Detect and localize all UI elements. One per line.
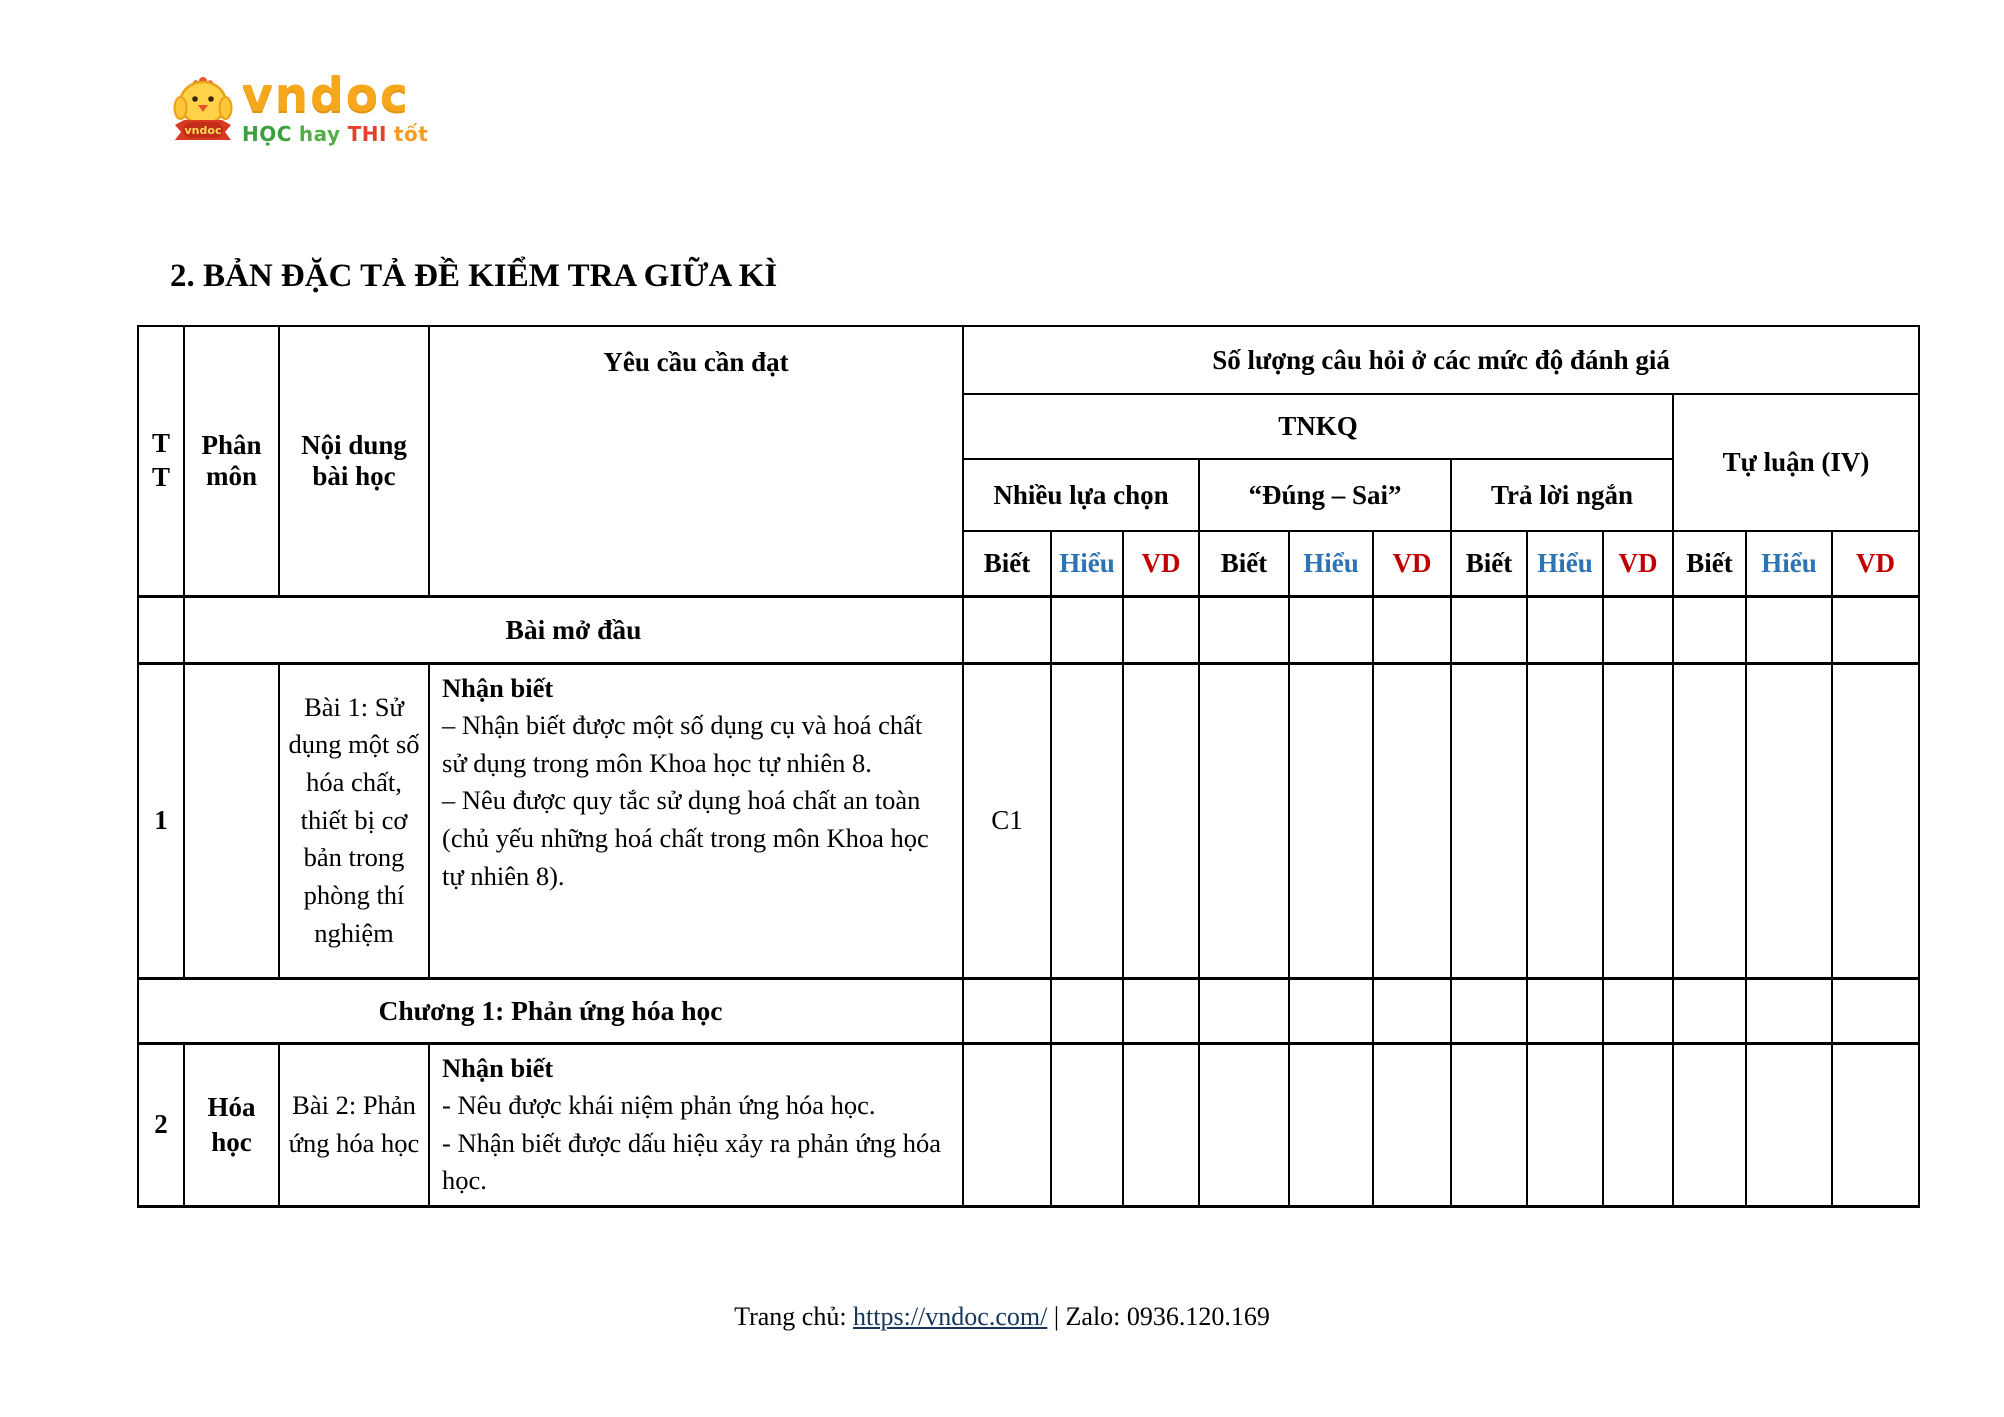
level-header-biet: Biết — [963, 531, 1051, 596]
empty-cell — [963, 1043, 1051, 1207]
header-yeu-cau-can-dat: Yêu cầu cần đạt — [429, 326, 963, 596]
empty-cell — [1832, 1043, 1919, 1207]
row-1-mark-nlc-biet: C1 — [963, 663, 1051, 978]
row-2-noi-dung: Bài 2: Phản ứng hóa học — [279, 1043, 429, 1207]
footer-prefix: Trang chủ: — [734, 1302, 854, 1331]
level-header-vd: VD — [1123, 531, 1199, 596]
empty-cell — [1051, 596, 1123, 663]
empty-cell — [1603, 596, 1673, 663]
empty-cell — [1199, 663, 1289, 978]
yeu-cau-line: - Nêu được khái niệm phản ứng hóa học. — [442, 1090, 876, 1121]
empty-cell — [1832, 596, 1919, 663]
empty-cell — [1527, 1043, 1603, 1207]
homepage-link[interactable]: https://vndoc.com/ — [853, 1302, 1048, 1331]
vndoc-wordmark: vndoc — [242, 68, 410, 123]
level-header-hieu: Hiểu — [1746, 531, 1832, 596]
header-phan-mon: Phân môn — [184, 326, 279, 596]
empty-cell — [1746, 1043, 1832, 1207]
empty-cell — [1603, 978, 1673, 1043]
empty-cell — [1451, 663, 1527, 978]
header-dung-sai: “Đúng – Sai” — [1199, 459, 1451, 531]
empty-cell — [1289, 663, 1373, 978]
empty-cell — [1373, 978, 1451, 1043]
footer-suffix: | Zalo: 0936.120.169 — [1047, 1302, 1270, 1331]
empty-cell — [1373, 596, 1451, 663]
empty-cell — [1373, 663, 1451, 978]
empty-cell — [963, 596, 1051, 663]
yeu-cau-line: - Nhận biết được dấu hiệu xảy ra phản ứng hóa học. — [442, 1127, 941, 1196]
logo-text-block — [242, 68, 429, 146]
empty-cell — [1051, 978, 1123, 1043]
header-tu-luan: Tự luận (IV) — [1673, 394, 1919, 531]
empty-cell — [963, 978, 1051, 1043]
row-1-tt: 1 — [138, 663, 184, 978]
level-header-hieu: Hiểu — [1527, 531, 1603, 596]
empty-cell — [1123, 978, 1199, 1043]
yeu-cau-title: Nhận biết — [442, 672, 554, 703]
empty-cell — [138, 596, 184, 663]
page-footer — [0, 1302, 2004, 1332]
tagline-thi: THI — [347, 122, 387, 146]
level-header-vd: VD — [1373, 531, 1451, 596]
section-bai-mo-dau: Bài mở đầu — [184, 596, 963, 663]
yeu-cau-line: – Nhận biết được một số dụng cụ và hoá chất sử dụng trong môn Khoa học tự nhiên 8. — [442, 710, 923, 778]
empty-cell — [1527, 978, 1603, 1043]
level-header-hieu: Hiểu — [1289, 531, 1373, 596]
empty-cell — [1199, 1043, 1289, 1207]
vndoc-logo — [172, 68, 429, 148]
empty-cell — [1527, 663, 1603, 978]
header-so-luong-cau-hoi: Số lượng câu hỏi ở các mức độ đánh giá — [963, 326, 1919, 394]
header-tt: TT — [138, 326, 184, 596]
level-header-vd: VD — [1832, 531, 1919, 596]
level-header-biet: Biết — [1673, 531, 1746, 596]
empty-cell — [1451, 596, 1527, 663]
empty-cell — [1289, 596, 1373, 663]
tagline-hoc: HỌC — [242, 122, 292, 146]
empty-cell — [1673, 663, 1746, 978]
empty-cell — [1746, 978, 1832, 1043]
row-1-yeu-cau — [429, 663, 963, 978]
chick-mascot-icon — [172, 74, 234, 148]
row-1-phan-mon — [184, 663, 279, 978]
section-chuong-1: Chương 1: Phản ứng hóa học — [138, 978, 963, 1043]
row-2-tt: 2 — [138, 1043, 184, 1207]
yeu-cau-title: Nhận biết — [442, 1052, 554, 1083]
logo-tagline — [242, 122, 428, 146]
empty-cell — [1673, 596, 1746, 663]
row-2-phan-mon: Hóa học — [184, 1043, 279, 1207]
empty-cell — [1123, 663, 1199, 978]
empty-cell — [1603, 663, 1673, 978]
empty-cell — [1832, 978, 1919, 1043]
empty-cell — [1051, 1043, 1123, 1207]
header-tnkq: TNKQ — [963, 394, 1673, 459]
empty-cell — [1289, 978, 1373, 1043]
yeu-cau-line: – Nêu được quy tắc sử dụng hoá chất an toàn (chủ yếu những hoá chất trong môn Khoa học tự nhiên 8). — [442, 785, 929, 891]
exam-spec-table — [137, 325, 1920, 1208]
logo-banner-text: vndoc — [184, 124, 222, 137]
page-title: 2. BẢN ĐẶC TẢ ĐỀ KIỂM TRA GIỮA KÌ — [170, 258, 778, 294]
empty-cell — [1451, 1043, 1527, 1207]
empty-cell — [1123, 596, 1199, 663]
level-header-biet: Biết — [1451, 531, 1527, 596]
empty-cell — [1199, 596, 1289, 663]
header-nhieu-lua-chon: Nhiều lựa chọn — [963, 459, 1199, 531]
empty-cell — [1527, 596, 1603, 663]
empty-cell — [1373, 1043, 1451, 1207]
row-1-noi-dung: Bài 1: Sử dụng một số hóa chất, thiết bị cơ bản trong phòng thí nghiệm — [279, 663, 429, 978]
tagline-tot: tốt — [393, 122, 429, 146]
header-noi-dung-bai-hoc: Nội dung bài học — [279, 326, 429, 596]
level-header-vd: VD — [1603, 531, 1673, 596]
empty-cell — [1746, 596, 1832, 663]
empty-cell — [1289, 1043, 1373, 1207]
empty-cell — [1451, 978, 1527, 1043]
empty-cell — [1673, 1043, 1746, 1207]
level-header-hieu: Hiểu — [1051, 531, 1123, 596]
empty-cell — [1746, 663, 1832, 978]
empty-cell — [1603, 1043, 1673, 1207]
empty-cell — [1832, 663, 1919, 978]
empty-cell — [1051, 663, 1123, 978]
level-header-biet: Biết — [1199, 531, 1289, 596]
header-tra-loi-ngan: Trả lời ngắn — [1451, 459, 1673, 531]
tagline-hay: hay — [298, 122, 341, 146]
empty-cell — [1199, 978, 1289, 1043]
empty-cell — [1123, 1043, 1199, 1207]
empty-cell — [1673, 978, 1746, 1043]
row-2-yeu-cau — [429, 1043, 963, 1207]
